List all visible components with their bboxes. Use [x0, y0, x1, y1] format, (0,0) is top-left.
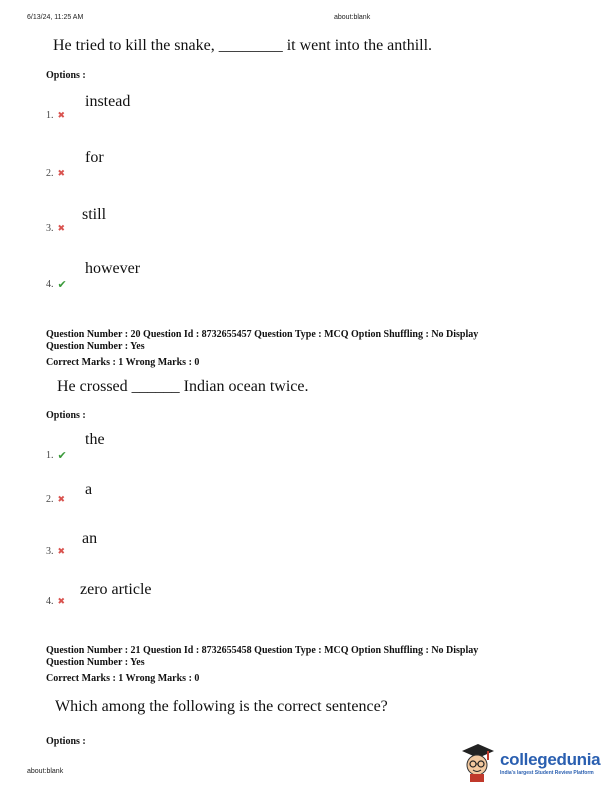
q19-option-3	[46, 223, 65, 234]
wrong-cross-icon: ✖	[57, 596, 66, 607]
q21-meta	[46, 645, 478, 685]
q20-option-3	[46, 546, 65, 557]
question-19-stem: He tried to kill the snake, ________ it went into the anthill.	[53, 37, 433, 54]
q20-option-2	[46, 494, 65, 505]
q19-option-3-text: still	[82, 206, 107, 223]
option-number: 2.	[46, 494, 54, 505]
option-number: 1.	[46, 110, 54, 121]
q20-option-4-text: zero article	[80, 581, 152, 598]
footer-url: about:blank	[27, 768, 64, 775]
q20-meta	[46, 329, 478, 369]
question-21-stem: Which among the following is the correct sentence?	[55, 698, 388, 715]
logo-tagline: India's largest Student Review Platform	[500, 770, 594, 776]
q21-meta-line1: Question Number : 21 Question Id : 8732655458 Question Type : MCQ Option Shuffling : No Display	[46, 645, 479, 656]
option-number: 2.	[46, 168, 54, 179]
logo-wordmark: collegedunia	[500, 750, 601, 769]
option-number: 1.	[46, 450, 54, 461]
q20-option-4	[46, 596, 65, 607]
print-url: about:blank	[334, 14, 371, 21]
q19-option-4	[46, 278, 67, 291]
q19-option-1-text: instead	[85, 93, 131, 110]
wrong-cross-icon: ✖	[57, 494, 66, 505]
q20-option-2-text: a	[85, 481, 93, 498]
q20-meta-line3: Correct Marks : 1 Wrong Marks : 0	[46, 357, 200, 368]
q20-meta-line1: Question Number : 20 Question Id : 8732655457 Question Type : MCQ Option Shuffling : No Display	[46, 329, 479, 340]
q20-meta-line2: Question Number : Yes	[46, 341, 145, 352]
q19-option-2	[46, 168, 65, 179]
q19-option-1	[46, 110, 65, 121]
q21-options-label: Options :	[46, 736, 86, 747]
option-number: 4.	[46, 279, 54, 290]
q20-options-label: Options :	[46, 410, 86, 421]
mascot-icon	[458, 743, 496, 783]
q20-option-1	[46, 449, 67, 462]
wrong-cross-icon: ✖	[57, 546, 66, 557]
question-20-stem: He crossed ______ Indian ocean twice.	[57, 378, 309, 395]
q21-meta-line2: Question Number : Yes	[46, 657, 145, 668]
print-datetime: 6/13/24, 11:25 AM	[27, 14, 84, 21]
correct-check-icon: ✔	[57, 278, 67, 291]
wrong-cross-icon: ✖	[57, 223, 66, 234]
option-number: 4.	[46, 596, 54, 607]
q19-options-label: Options :	[46, 70, 86, 81]
q19-option-4-text: however	[85, 260, 141, 277]
collegedunia-logo	[458, 743, 600, 783]
q19-option-2-text: for	[85, 149, 104, 166]
wrong-cross-icon: ✖	[57, 110, 66, 121]
wrong-cross-icon: ✖	[57, 168, 66, 179]
q21-meta-line3: Correct Marks : 1 Wrong Marks : 0	[46, 673, 200, 684]
option-number: 3.	[46, 546, 54, 557]
q20-option-3-text: an	[82, 530, 98, 547]
correct-check-icon: ✔	[57, 449, 67, 462]
q20-option-1-text: the	[85, 431, 105, 448]
option-number: 3.	[46, 223, 54, 234]
